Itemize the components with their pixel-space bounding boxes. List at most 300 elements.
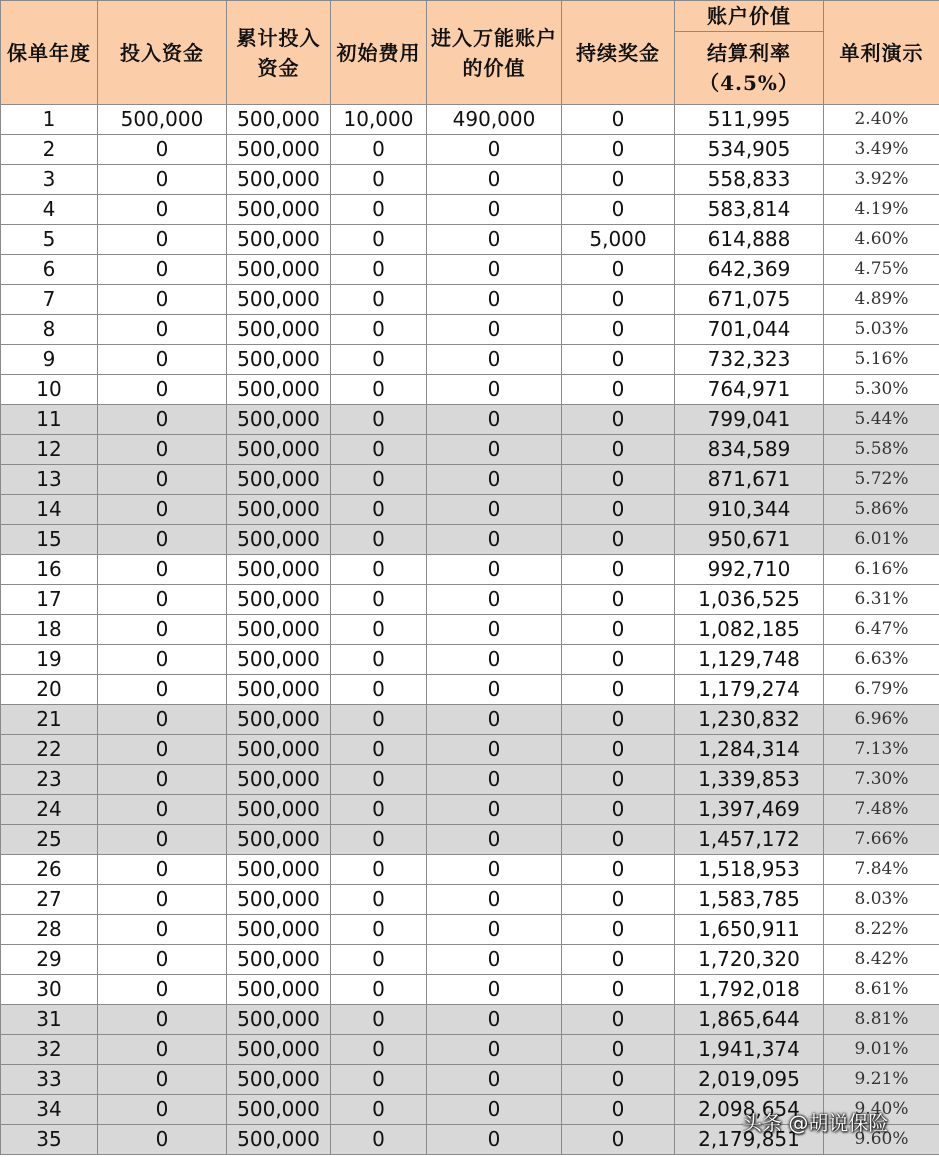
bonus-cell: 0 <box>562 975 675 1005</box>
year-cell: 1 <box>1 105 98 135</box>
simple-interest-cell: 9.60% <box>824 1125 939 1155</box>
account-value-cell: 1,339,853 <box>675 765 824 795</box>
bonus-cell: 0 <box>562 105 675 135</box>
bonus-cell: 0 <box>562 1125 675 1155</box>
cumulative-cell: 500,000 <box>227 135 331 165</box>
investment-cell: 0 <box>98 765 227 795</box>
account-value-cell: 534,905 <box>675 135 824 165</box>
investment-cell: 0 <box>98 1125 227 1155</box>
entry-value-cell: 0 <box>427 1035 562 1065</box>
initial-fee-cell: 0 <box>331 465 427 495</box>
investment-cell: 0 <box>98 135 227 165</box>
table-row <box>1 675 939 705</box>
cumulative-cell: 500,000 <box>227 465 331 495</box>
cumulative-cell: 500,000 <box>227 1005 331 1035</box>
account-value-cell: 834,589 <box>675 435 824 465</box>
investment-cell: 0 <box>98 195 227 225</box>
table-row <box>1 795 939 825</box>
year-cell: 9 <box>1 345 98 375</box>
year-cell: 27 <box>1 885 98 915</box>
account-value-cell: 1,650,911 <box>675 915 824 945</box>
table-row <box>1 1125 939 1155</box>
entry-value-cell: 0 <box>427 225 562 255</box>
entry-value-cell: 0 <box>427 795 562 825</box>
investment-cell: 0 <box>98 615 227 645</box>
initial-fee-cell: 0 <box>331 285 427 315</box>
table-row <box>1 105 939 135</box>
year-cell: 22 <box>1 735 98 765</box>
year-cell: 5 <box>1 225 98 255</box>
bonus-cell: 0 <box>562 1095 675 1125</box>
account-value-cell: 642,369 <box>675 255 824 285</box>
year-cell: 23 <box>1 765 98 795</box>
simple-interest-cell: 7.30% <box>824 765 939 795</box>
year-cell: 15 <box>1 525 98 555</box>
account-value-cell: 1,179,274 <box>675 675 824 705</box>
entry-value-cell: 0 <box>427 615 562 645</box>
table-row <box>1 135 939 165</box>
header-loyalty-bonus: 持续奖金 <box>562 1 675 105</box>
initial-fee-cell: 0 <box>331 1125 427 1155</box>
bonus-cell: 5,000 <box>562 225 675 255</box>
bonus-cell: 0 <box>562 795 675 825</box>
cumulative-cell: 500,000 <box>227 825 331 855</box>
simple-interest-cell: 8.42% <box>824 945 939 975</box>
bonus-cell: 0 <box>562 405 675 435</box>
account-value-cell: 871,671 <box>675 465 824 495</box>
simple-interest-cell: 7.84% <box>824 855 939 885</box>
bonus-cell: 0 <box>562 705 675 735</box>
cumulative-cell: 500,000 <box>227 225 331 255</box>
investment-cell: 0 <box>98 345 227 375</box>
header-settlement-rate-label: 结算利率 <box>707 41 791 65</box>
investment-cell: 0 <box>98 885 227 915</box>
bonus-cell: 0 <box>562 555 675 585</box>
initial-fee-cell: 0 <box>331 705 427 735</box>
header-account-entry-value: 进入万能账户的价值 <box>427 1 562 105</box>
investment-cell: 0 <box>98 525 227 555</box>
bonus-cell: 0 <box>562 855 675 885</box>
table-row <box>1 765 939 795</box>
simple-interest-cell: 6.79% <box>824 675 939 705</box>
table-row <box>1 1095 939 1125</box>
simple-interest-cell: 6.31% <box>824 585 939 615</box>
initial-fee-cell: 0 <box>331 375 427 405</box>
year-cell: 16 <box>1 555 98 585</box>
entry-value-cell: 490,000 <box>427 105 562 135</box>
simple-interest-cell: 6.63% <box>824 645 939 675</box>
table-row <box>1 585 939 615</box>
cumulative-cell: 500,000 <box>227 255 331 285</box>
entry-value-cell: 0 <box>427 1095 562 1125</box>
entry-value-cell: 0 <box>427 375 562 405</box>
initial-fee-cell: 0 <box>331 765 427 795</box>
investment-cell: 0 <box>98 705 227 735</box>
account-value-cell: 910,344 <box>675 495 824 525</box>
table-row <box>1 465 939 495</box>
year-cell: 31 <box>1 1005 98 1035</box>
simple-interest-cell: 8.61% <box>824 975 939 1005</box>
investment-cell: 0 <box>98 645 227 675</box>
simple-interest-cell: 5.03% <box>824 315 939 345</box>
year-cell: 4 <box>1 195 98 225</box>
entry-value-cell: 0 <box>427 585 562 615</box>
account-value-cell: 1,720,320 <box>675 945 824 975</box>
year-cell: 35 <box>1 1125 98 1155</box>
bonus-cell: 0 <box>562 735 675 765</box>
initial-fee-cell: 0 <box>331 195 427 225</box>
initial-fee-cell: 0 <box>331 675 427 705</box>
simple-interest-cell: 6.01% <box>824 525 939 555</box>
entry-value-cell: 0 <box>427 825 562 855</box>
entry-value-cell: 0 <box>427 1005 562 1035</box>
cumulative-cell: 500,000 <box>227 375 331 405</box>
simple-interest-cell: 2.40% <box>824 105 939 135</box>
year-cell: 19 <box>1 645 98 675</box>
investment-cell: 500,000 <box>98 105 227 135</box>
year-cell: 6 <box>1 255 98 285</box>
initial-fee-cell: 0 <box>331 885 427 915</box>
cumulative-cell: 500,000 <box>227 765 331 795</box>
simple-interest-cell: 6.96% <box>824 705 939 735</box>
header-account-value-group: 账户价值 <box>675 1 824 32</box>
simple-interest-cell: 6.16% <box>824 555 939 585</box>
initial-fee-cell: 0 <box>331 555 427 585</box>
initial-fee-cell: 0 <box>331 525 427 555</box>
bonus-cell: 0 <box>562 345 675 375</box>
simple-interest-cell: 4.75% <box>824 255 939 285</box>
initial-fee-cell: 0 <box>331 435 427 465</box>
entry-value-cell: 0 <box>427 645 562 675</box>
account-value-cell: 1,583,785 <box>675 885 824 915</box>
initial-fee-cell: 0 <box>331 405 427 435</box>
investment-cell: 0 <box>98 435 227 465</box>
header-initial-fee: 初始费用 <box>331 1 427 105</box>
watermark: 头条 @胡说保险 <box>742 1111 889 1135</box>
bonus-cell: 0 <box>562 945 675 975</box>
account-value-cell: 1,397,469 <box>675 795 824 825</box>
table-row <box>1 735 939 765</box>
year-cell: 33 <box>1 1065 98 1095</box>
bonus-cell: 0 <box>562 1035 675 1065</box>
simple-interest-cell: 8.22% <box>824 915 939 945</box>
cumulative-cell: 500,000 <box>227 435 331 465</box>
table-row <box>1 1065 939 1095</box>
header-settlement-rate <box>675 32 824 105</box>
simple-interest-cell: 5.58% <box>824 435 939 465</box>
table-body <box>1 105 939 1155</box>
account-value-cell: 614,888 <box>675 225 824 255</box>
simple-interest-cell: 7.66% <box>824 825 939 855</box>
bonus-cell: 0 <box>562 615 675 645</box>
cumulative-cell: 500,000 <box>227 975 331 1005</box>
initial-fee-cell: 10,000 <box>331 105 427 135</box>
cumulative-cell: 500,000 <box>227 1125 331 1155</box>
initial-fee-cell: 0 <box>331 255 427 285</box>
account-value-cell: 1,036,525 <box>675 585 824 615</box>
cumulative-cell: 500,000 <box>227 1095 331 1125</box>
account-value-cell: 764,971 <box>675 375 824 405</box>
initial-fee-cell: 0 <box>331 585 427 615</box>
simple-interest-cell: 9.40% <box>824 1095 939 1125</box>
simple-interest-cell: 5.30% <box>824 375 939 405</box>
initial-fee-cell: 0 <box>331 135 427 165</box>
table-row <box>1 885 939 915</box>
entry-value-cell: 0 <box>427 885 562 915</box>
initial-fee-cell: 0 <box>331 915 427 945</box>
simple-interest-cell: 4.89% <box>824 285 939 315</box>
simple-interest-cell: 3.92% <box>824 165 939 195</box>
simple-interest-cell: 8.03% <box>824 885 939 915</box>
header-investment: 投入资金 <box>98 1 227 105</box>
initial-fee-cell: 0 <box>331 1095 427 1125</box>
cumulative-cell: 500,000 <box>227 285 331 315</box>
initial-fee-cell: 0 <box>331 735 427 765</box>
cumulative-cell: 500,000 <box>227 645 331 675</box>
account-value-cell: 1,865,644 <box>675 1005 824 1035</box>
initial-fee-cell: 0 <box>331 315 427 345</box>
initial-fee-cell: 0 <box>331 1035 427 1065</box>
account-value-cell: 799,041 <box>675 405 824 435</box>
table-row <box>1 435 939 465</box>
cumulative-cell: 500,000 <box>227 585 331 615</box>
account-value-cell: 2,179,851 <box>675 1125 824 1155</box>
entry-value-cell: 0 <box>427 1125 562 1155</box>
initial-fee-cell: 0 <box>331 165 427 195</box>
investment-cell: 0 <box>98 1095 227 1125</box>
year-cell: 21 <box>1 705 98 735</box>
table-row <box>1 495 939 525</box>
account-value-cell: 671,075 <box>675 285 824 315</box>
initial-fee-cell: 0 <box>331 975 427 1005</box>
table-row <box>1 855 939 885</box>
bonus-cell: 0 <box>562 285 675 315</box>
investment-cell: 0 <box>98 975 227 1005</box>
cumulative-cell: 500,000 <box>227 105 331 135</box>
account-value-cell: 732,323 <box>675 345 824 375</box>
entry-value-cell: 0 <box>427 1065 562 1095</box>
table-row <box>1 555 939 585</box>
entry-value-cell: 0 <box>427 345 562 375</box>
account-value-cell: 1,284,314 <box>675 735 824 765</box>
simple-interest-cell: 5.72% <box>824 465 939 495</box>
year-cell: 24 <box>1 795 98 825</box>
account-value-cell: 511,995 <box>675 105 824 135</box>
table-row <box>1 255 939 285</box>
table-row <box>1 525 939 555</box>
account-value-cell: 1,230,832 <box>675 705 824 735</box>
table-row <box>1 705 939 735</box>
simple-interest-cell: 5.16% <box>824 345 939 375</box>
entry-value-cell: 0 <box>427 315 562 345</box>
cumulative-cell: 500,000 <box>227 345 331 375</box>
year-cell: 17 <box>1 585 98 615</box>
year-cell: 12 <box>1 435 98 465</box>
bonus-cell: 0 <box>562 525 675 555</box>
cumulative-cell: 500,000 <box>227 705 331 735</box>
entry-value-cell: 0 <box>427 765 562 795</box>
bonus-cell: 0 <box>562 675 675 705</box>
account-value-cell: 583,814 <box>675 195 824 225</box>
bonus-cell: 0 <box>562 1005 675 1035</box>
investment-cell: 0 <box>98 855 227 885</box>
bonus-cell: 0 <box>562 915 675 945</box>
year-cell: 14 <box>1 495 98 525</box>
cumulative-cell: 500,000 <box>227 915 331 945</box>
cumulative-cell: 500,000 <box>227 1065 331 1095</box>
simple-interest-cell: 7.13% <box>824 735 939 765</box>
header-policy-year: 保单年度 <box>1 1 98 105</box>
table-row <box>1 375 939 405</box>
entry-value-cell: 0 <box>427 855 562 885</box>
investment-cell: 0 <box>98 915 227 945</box>
account-value-cell: 992,710 <box>675 555 824 585</box>
table-row <box>1 225 939 255</box>
entry-value-cell: 0 <box>427 255 562 285</box>
table-row <box>1 975 939 1005</box>
table-row <box>1 405 939 435</box>
initial-fee-cell: 0 <box>331 825 427 855</box>
investment-cell: 0 <box>98 945 227 975</box>
bonus-cell: 0 <box>562 825 675 855</box>
simple-interest-cell: 6.47% <box>824 615 939 645</box>
account-value-cell: 1,129,748 <box>675 645 824 675</box>
account-value-cell: 2,098,654 <box>675 1095 824 1125</box>
simple-interest-cell: 7.48% <box>824 795 939 825</box>
entry-value-cell: 0 <box>427 165 562 195</box>
bonus-cell: 0 <box>562 435 675 465</box>
initial-fee-cell: 0 <box>331 795 427 825</box>
initial-fee-cell: 0 <box>331 945 427 975</box>
initial-fee-cell: 0 <box>331 855 427 885</box>
bonus-cell: 0 <box>562 315 675 345</box>
entry-value-cell: 0 <box>427 705 562 735</box>
header-cumulative-investment: 累计投入资金 <box>227 1 331 105</box>
year-cell: 13 <box>1 465 98 495</box>
simple-interest-cell: 8.81% <box>824 1005 939 1035</box>
entry-value-cell: 0 <box>427 435 562 465</box>
entry-value-cell: 0 <box>427 405 562 435</box>
bonus-cell: 0 <box>562 195 675 225</box>
investment-cell: 0 <box>98 465 227 495</box>
year-cell: 11 <box>1 405 98 435</box>
year-cell: 32 <box>1 1035 98 1065</box>
cumulative-cell: 500,000 <box>227 675 331 705</box>
bonus-cell: 0 <box>562 255 675 285</box>
table-header <box>1 1 939 105</box>
table-row <box>1 165 939 195</box>
investment-cell: 0 <box>98 675 227 705</box>
year-cell: 18 <box>1 615 98 645</box>
year-cell: 25 <box>1 825 98 855</box>
account-value-cell: 1,082,185 <box>675 615 824 645</box>
simple-interest-cell: 9.21% <box>824 1065 939 1095</box>
table-row <box>1 315 939 345</box>
cumulative-cell: 500,000 <box>227 1035 331 1065</box>
initial-fee-cell: 0 <box>331 1005 427 1035</box>
table-row <box>1 285 939 315</box>
investment-cell: 0 <box>98 795 227 825</box>
header-simple-interest: 单利演示 <box>824 1 939 105</box>
cumulative-cell: 500,000 <box>227 855 331 885</box>
year-cell: 10 <box>1 375 98 405</box>
table-row <box>1 615 939 645</box>
table-row <box>1 945 939 975</box>
entry-value-cell: 0 <box>427 915 562 945</box>
investment-cell: 0 <box>98 735 227 765</box>
cumulative-cell: 500,000 <box>227 495 331 525</box>
cumulative-cell: 500,000 <box>227 555 331 585</box>
entry-value-cell: 0 <box>427 495 562 525</box>
initial-fee-cell: 0 <box>331 1065 427 1095</box>
investment-cell: 0 <box>98 1065 227 1095</box>
initial-fee-cell: 0 <box>331 615 427 645</box>
investment-cell: 0 <box>98 825 227 855</box>
investment-cell: 0 <box>98 585 227 615</box>
account-value-cell: 950,671 <box>675 525 824 555</box>
entry-value-cell: 0 <box>427 525 562 555</box>
account-value-cell: 1,941,374 <box>675 1035 824 1065</box>
bonus-cell: 0 <box>562 375 675 405</box>
cumulative-cell: 500,000 <box>227 615 331 645</box>
bonus-cell: 0 <box>562 645 675 675</box>
year-cell: 2 <box>1 135 98 165</box>
cumulative-cell: 500,000 <box>227 195 331 225</box>
table-row <box>1 915 939 945</box>
account-value-cell: 2,019,095 <box>675 1065 824 1095</box>
entry-value-cell: 0 <box>427 555 562 585</box>
simple-interest-cell: 4.60% <box>824 225 939 255</box>
initial-fee-cell: 0 <box>331 225 427 255</box>
account-value-cell: 1,518,953 <box>675 855 824 885</box>
simple-interest-cell: 4.19% <box>824 195 939 225</box>
investment-cell: 0 <box>98 1035 227 1065</box>
bonus-cell: 0 <box>562 135 675 165</box>
bonus-cell: 0 <box>562 585 675 615</box>
cumulative-cell: 500,000 <box>227 405 331 435</box>
bonus-cell: 0 <box>562 465 675 495</box>
entry-value-cell: 0 <box>427 735 562 765</box>
initial-fee-cell: 0 <box>331 345 427 375</box>
cumulative-cell: 500,000 <box>227 165 331 195</box>
simple-interest-cell: 9.01% <box>824 1035 939 1065</box>
entry-value-cell: 0 <box>427 675 562 705</box>
investment-cell: 0 <box>98 375 227 405</box>
year-cell: 29 <box>1 945 98 975</box>
investment-cell: 0 <box>98 255 227 285</box>
investment-cell: 0 <box>98 165 227 195</box>
table-row <box>1 195 939 225</box>
initial-fee-cell: 0 <box>331 645 427 675</box>
year-cell: 34 <box>1 1095 98 1125</box>
simple-interest-cell: 5.44% <box>824 405 939 435</box>
cumulative-cell: 500,000 <box>227 525 331 555</box>
investment-cell: 0 <box>98 495 227 525</box>
entry-value-cell: 0 <box>427 285 562 315</box>
entry-value-cell: 0 <box>427 135 562 165</box>
investment-cell: 0 <box>98 315 227 345</box>
initial-fee-cell: 0 <box>331 495 427 525</box>
account-value-cell: 701,044 <box>675 315 824 345</box>
year-cell: 28 <box>1 915 98 945</box>
year-cell: 30 <box>1 975 98 1005</box>
cumulative-cell: 500,000 <box>227 735 331 765</box>
table-row <box>1 1035 939 1065</box>
investment-cell: 0 <box>98 1005 227 1035</box>
bonus-cell: 0 <box>562 765 675 795</box>
cumulative-cell: 500,000 <box>227 795 331 825</box>
entry-value-cell: 0 <box>427 975 562 1005</box>
